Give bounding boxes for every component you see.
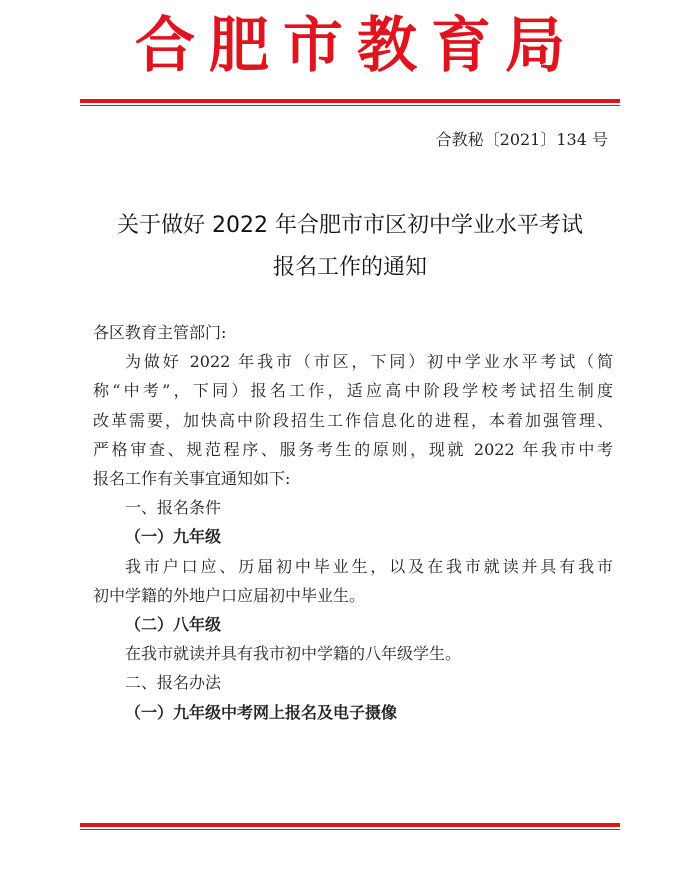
footer-divider	[80, 823, 620, 830]
paragraph-line: 在我市就读并具有我市初中学籍的八年级学生。	[125, 644, 462, 664]
document-title	[60, 205, 640, 289]
header-divider	[80, 99, 620, 106]
paragraph-line: 为做好 2022 年我市（市区，下同）初中学业水平考试（简	[125, 352, 613, 372]
title-line-2: 报名工作的通知	[272, 255, 427, 280]
paragraph-line: 初中学籍的外地户口应届初中毕业生。	[93, 585, 366, 605]
paragraph-line: 我市户口应、历届初中毕业生，以及在我市就读并具有我市	[125, 556, 613, 576]
organization-header: 合肥市教育局	[135, 11, 579, 81]
paragraph-line: 称“中考”，下同）报名工作，适应高中阶段学校考试招生制度	[93, 381, 613, 401]
section-heading: 一、报名条件	[125, 498, 222, 518]
paragraph-line: 改革需要，加快高中阶段招生工作信息化的进程，本着加强管理、	[93, 410, 613, 430]
paragraph-line: 严格审查、规范程序、服务考生的原则，现就 2022 年我市中考	[93, 439, 613, 459]
subsection-heading: （一）九年级中考网上报名及电子摄像	[125, 702, 398, 722]
paragraph-line: 报名工作有关事宜通知如下:	[93, 469, 291, 489]
section-heading: 二、报名办法	[125, 673, 222, 693]
title-line-1: 关于做好 2022 年合肥市市区初中学业水平考试	[117, 213, 583, 238]
document-body	[93, 318, 613, 727]
subsection-heading: （二）八年级	[125, 615, 222, 635]
subsection-heading: （一）九年级	[125, 527, 222, 547]
salutation: 各区教育主管部门:	[93, 323, 227, 342]
document-number: 合教秘〔2021〕134 号	[435, 130, 608, 149]
